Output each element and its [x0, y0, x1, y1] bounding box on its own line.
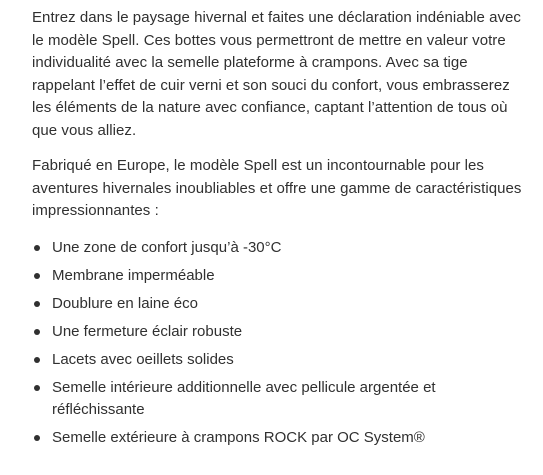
- feature-text: Semelle extérieure à crampons ROCK par OC System®: [52, 428, 425, 446]
- list-item: [32, 293, 529, 315]
- feature-text: Doublure en laine éco: [52, 294, 198, 312]
- feature-text: Lacets avec oeillets solides: [52, 350, 234, 368]
- bullet-icon: [34, 301, 40, 307]
- list-item: [32, 349, 529, 371]
- feature-text: Une fermeture éclair robuste: [52, 322, 243, 340]
- bullet-icon: [34, 435, 40, 441]
- list-item: [32, 265, 529, 287]
- description-paragraph-1: Entrez dans le paysage hivernal et faites une déclaration indéniable avec le modèle Spell. Ces bottes vous permettront de mettre en valeur votre individualité avec la semelle plateforme à crampons. Avec sa tige rappelant l’effet de cuir verni et son souci du confort, vous embrasserez les éléments de la nature avec confiance, captant l’attention de tous où que vous alliez.: [32, 9, 521, 139]
- list-item: [32, 321, 529, 343]
- list-item: [32, 237, 529, 259]
- bullet-icon: [34, 385, 40, 391]
- feature-text: Semelle intérieure additionnelle avec pellicule argentée et réfléchissante: [52, 378, 436, 418]
- list-item: [32, 427, 529, 449]
- bullet-icon: [34, 329, 40, 335]
- feature-text: Membrane imperméable: [52, 266, 215, 284]
- description-paragraph-2: Fabriqué en Europe, le modèle Spell est un incontournable pour les aventures hivernales inoubliables et offre une gamme de caractéristiques impressionnantes :: [32, 157, 522, 219]
- list-item: [32, 377, 529, 421]
- feature-list: [32, 237, 529, 449]
- feature-text: Une zone de confort jusqu’à -30°C: [52, 238, 282, 256]
- bullet-icon: [34, 357, 40, 363]
- bullet-icon: [34, 245, 40, 251]
- bullet-icon: [34, 273, 40, 279]
